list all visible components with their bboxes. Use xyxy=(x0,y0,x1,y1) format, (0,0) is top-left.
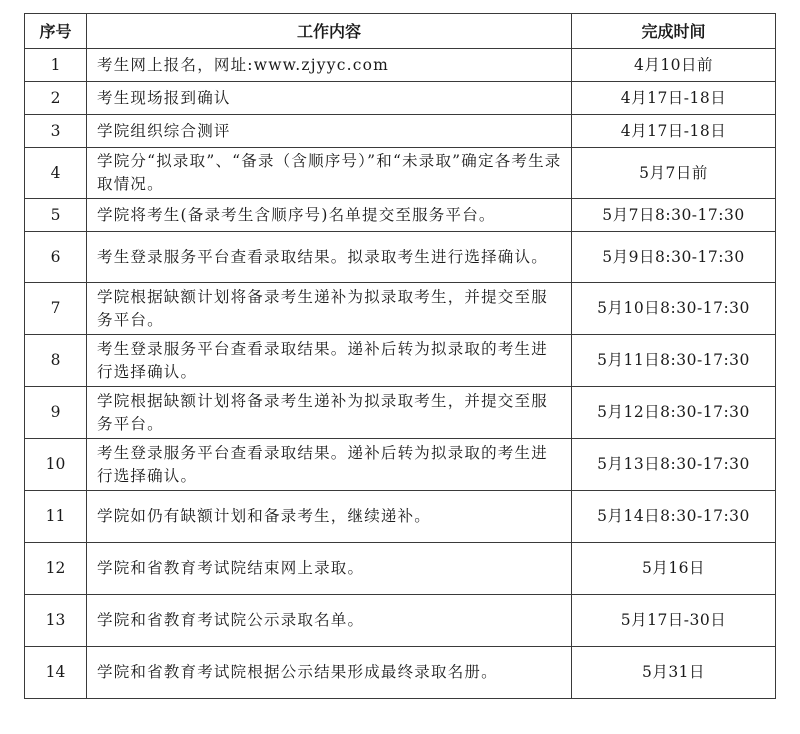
row-index: 6 xyxy=(25,232,87,283)
table-row xyxy=(25,199,776,232)
table-row xyxy=(25,439,776,491)
row-index: 2 xyxy=(25,82,87,115)
table-row xyxy=(25,595,776,647)
table-row xyxy=(25,543,776,595)
row-deadline: 5月10日8:30-17:30 xyxy=(572,283,776,335)
row-index: 11 xyxy=(25,491,87,543)
row-content: 考生登录服务平台查看录取结果。递补后转为拟录取的考生进行选择确认。 xyxy=(87,439,572,491)
row-content: 学院根据缺额计划将备录考生递补为拟录取考生，并提交至服务平台。 xyxy=(87,283,572,335)
row-index: 7 xyxy=(25,283,87,335)
row-index: 14 xyxy=(25,647,87,699)
row-content: 考生登录服务平台查看录取结果。递补后转为拟录取的考生进行选择确认。 xyxy=(87,335,572,387)
row-index: 5 xyxy=(25,199,87,232)
row-content: 学院组织综合测评 xyxy=(87,115,572,148)
row-deadline: 5月12日8:30-17:30 xyxy=(572,387,776,439)
schedule-table-container xyxy=(24,13,775,699)
row-content: 学院和省教育考试院结束网上录取。 xyxy=(87,543,572,595)
row-deadline: 5月13日8:30-17:30 xyxy=(572,439,776,491)
row-content: 学院和省教育考试院公示录取名单。 xyxy=(87,595,572,647)
header-content: 工作内容 xyxy=(87,14,572,49)
table-row xyxy=(25,283,776,335)
row-deadline: 5月7日前 xyxy=(572,148,776,199)
row-deadline: 5月11日8:30-17:30 xyxy=(572,335,776,387)
row-deadline: 4月17日-18日 xyxy=(572,82,776,115)
row-index: 1 xyxy=(25,49,87,82)
table-row xyxy=(25,491,776,543)
header-deadline: 完成时间 xyxy=(572,14,776,49)
row-content: 考生登录服务平台查看录取结果。拟录取考生进行选择确认。 xyxy=(87,232,572,283)
row-content: 学院和省教育考试院根据公示结果形成最终录取名册。 xyxy=(87,647,572,699)
row-content: 学院如仍有缺额计划和备录考生，继续递补。 xyxy=(87,491,572,543)
table-row xyxy=(25,387,776,439)
table-row xyxy=(25,115,776,148)
row-content: 学院分“拟录取”、“备录（含顺序号）”和“未录取”确定各考生录取情况。 xyxy=(87,148,572,199)
row-deadline: 5月14日8:30-17:30 xyxy=(572,491,776,543)
row-index: 13 xyxy=(25,595,87,647)
row-content: 学院将考生(备录考生含顺序号)名单提交至服务平台。 xyxy=(87,199,572,232)
row-content: 考生网上报名，网址:www.zjyyc.com xyxy=(87,49,572,82)
row-deadline: 5月9日8:30-17:30 xyxy=(572,232,776,283)
row-deadline: 5月17日-30日 xyxy=(572,595,776,647)
table-row xyxy=(25,647,776,699)
row-index: 12 xyxy=(25,543,87,595)
table-row xyxy=(25,232,776,283)
row-index: 9 xyxy=(25,387,87,439)
table-row xyxy=(25,82,776,115)
admission-schedule-table xyxy=(24,13,776,699)
row-deadline: 4月10日前 xyxy=(572,49,776,82)
row-deadline: 5月31日 xyxy=(572,647,776,699)
row-deadline: 4月17日-18日 xyxy=(572,115,776,148)
row-index: 4 xyxy=(25,148,87,199)
row-deadline: 5月16日 xyxy=(572,543,776,595)
row-index: 8 xyxy=(25,335,87,387)
row-content: 学院根据缺额计划将备录考生递补为拟录取考生，并提交至服务平台。 xyxy=(87,387,572,439)
header-index: 序号 xyxy=(25,14,87,49)
table-header-row xyxy=(25,14,776,49)
table-row xyxy=(25,148,776,199)
row-index: 3 xyxy=(25,115,87,148)
row-deadline: 5月7日8:30-17:30 xyxy=(572,199,776,232)
row-content: 考生现场报到确认 xyxy=(87,82,572,115)
table-row xyxy=(25,49,776,82)
table-row xyxy=(25,335,776,387)
row-index: 10 xyxy=(25,439,87,491)
